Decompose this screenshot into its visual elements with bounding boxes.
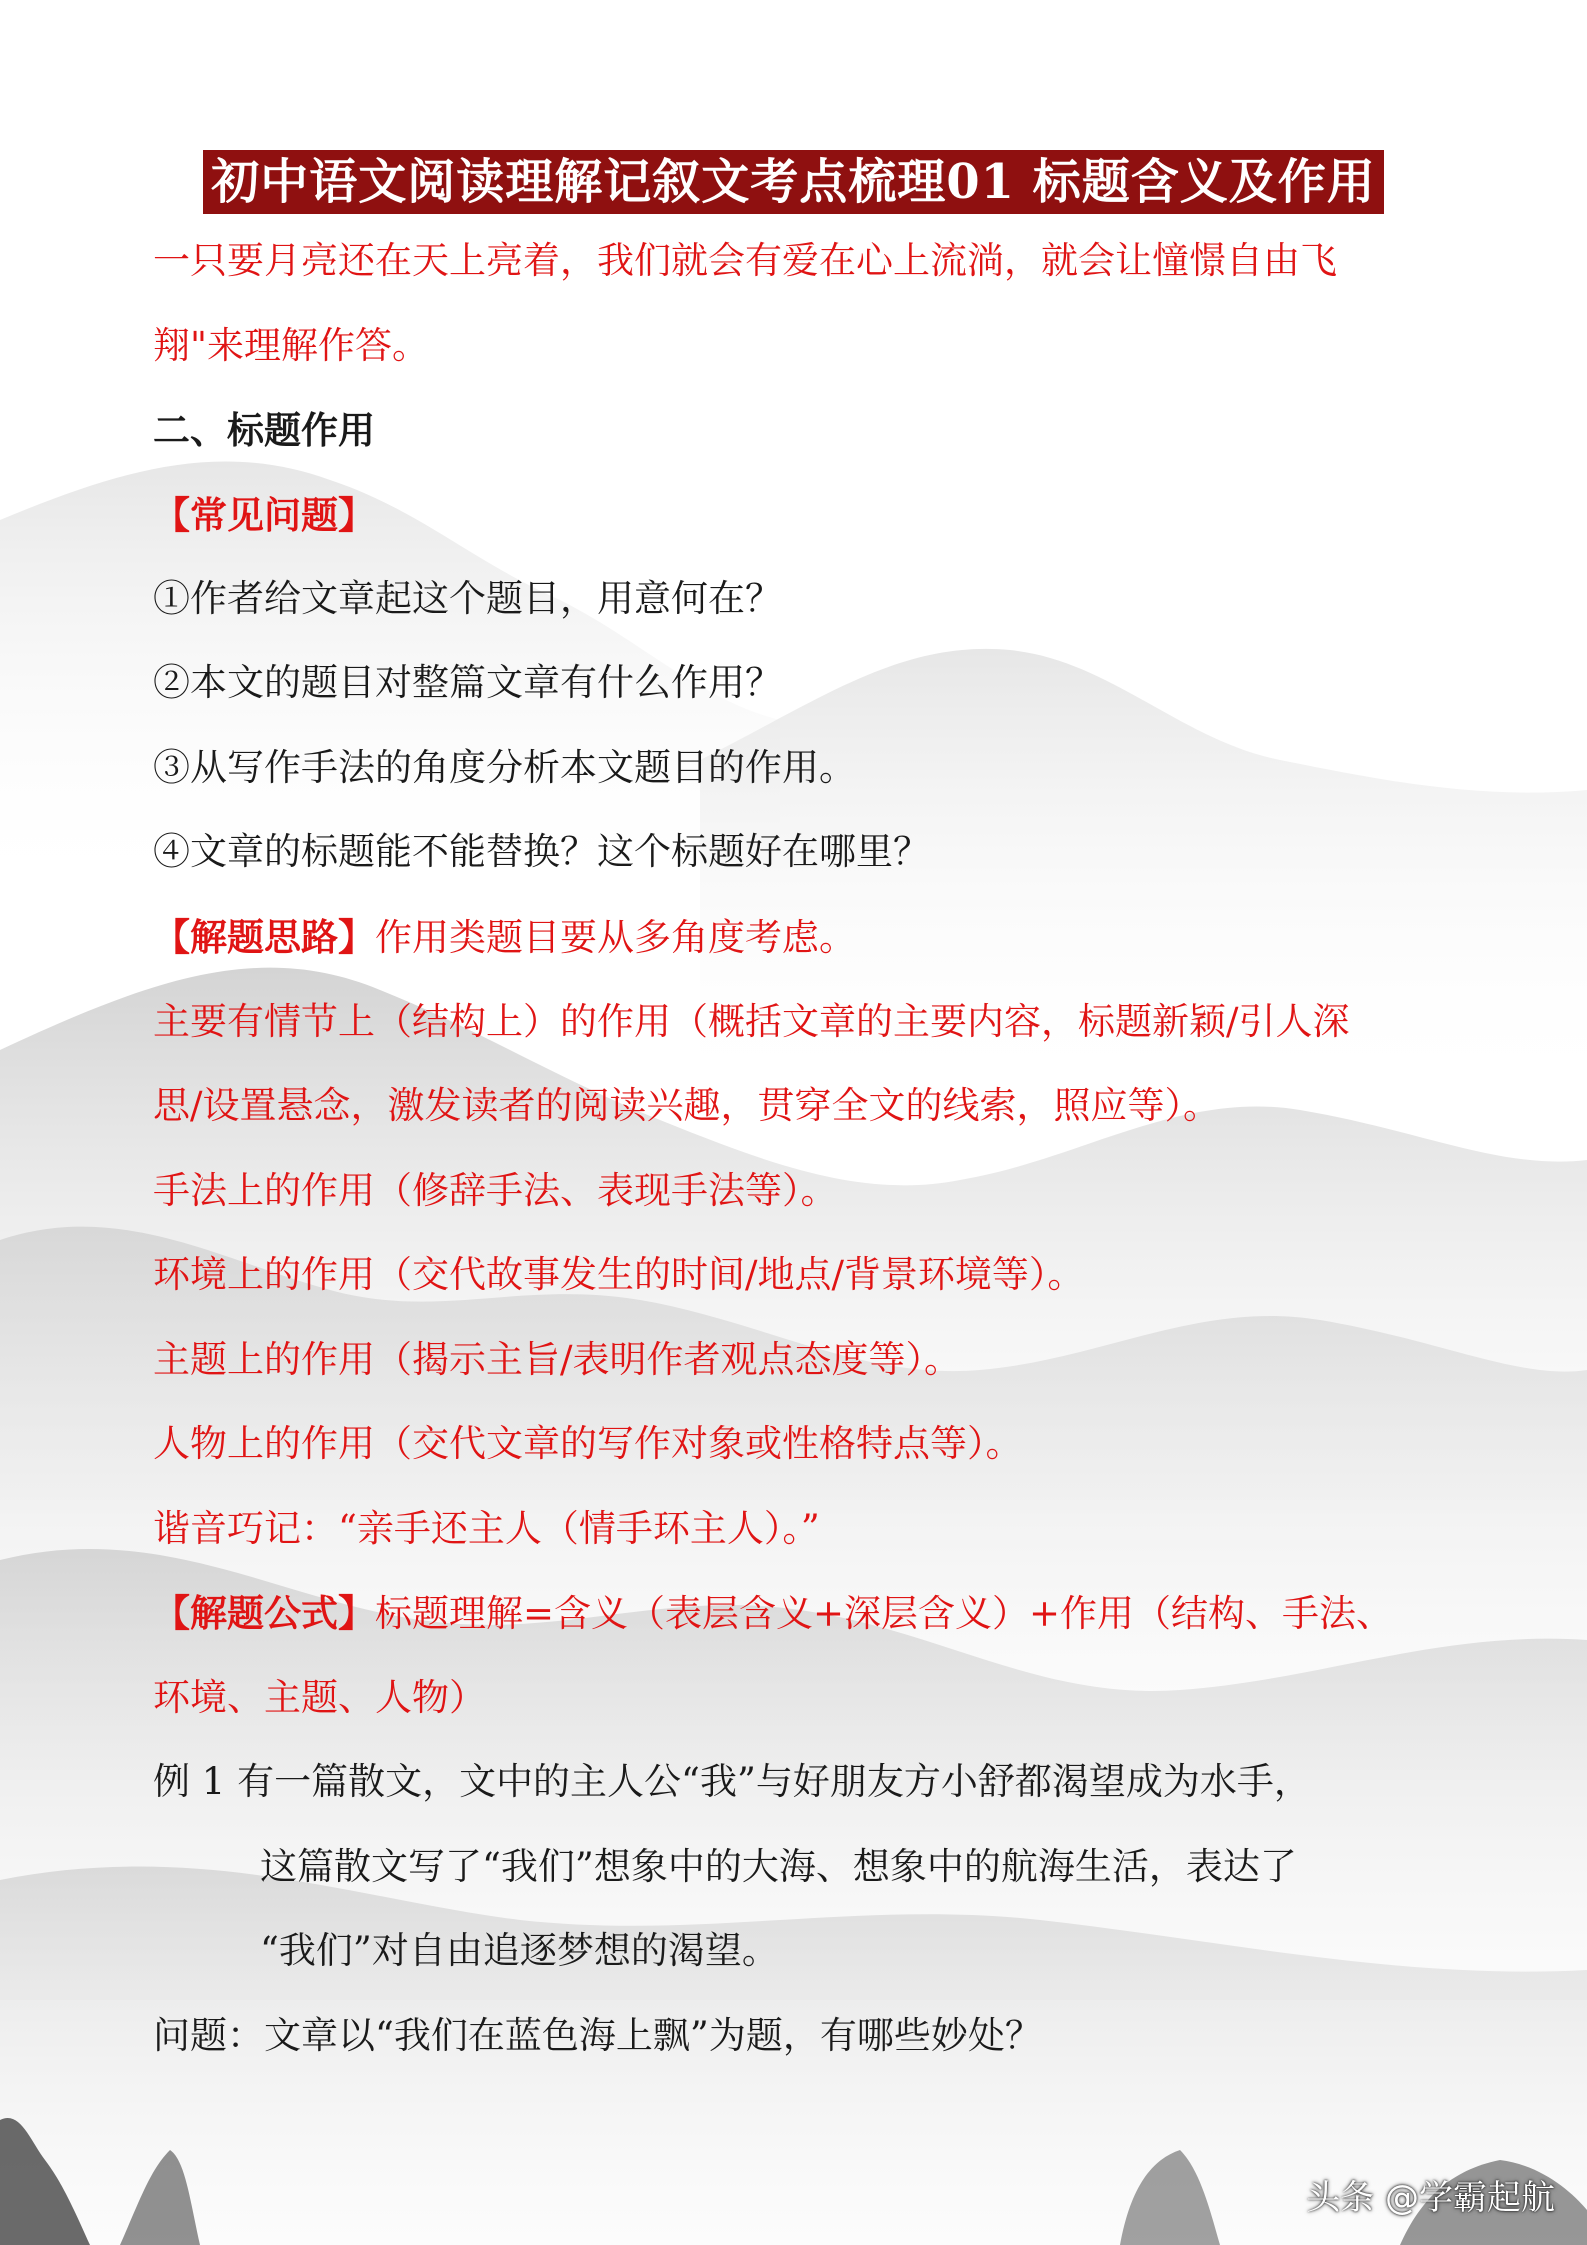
page-title: 初中语文阅读理解记叙文考点梳理01 标题含义及作用 [203,150,1384,214]
paragraph-line: 人物上的作用（交代文章的写作对象或性格特点等）。 [153,1422,1023,1465]
question-item: ①作者给文章起这个题目，用意何在？ [153,577,782,620]
label-formula: 【解题公式】 [153,1591,375,1635]
section-heading: 二、标题作用 [153,408,375,452]
question-item: ③从写作手法的角度分析本文题目的作用。 [153,746,856,789]
question-item: ④文章的标题能不能替换？这个标题好在哪里？ [153,830,930,873]
paragraph-line: 手法上的作用（修辞手法、表现手法等）。 [153,1169,838,1212]
paragraph-line: 主题上的作用（揭示主旨/表明作者观点态度等）。 [153,1338,961,1381]
watermark: 头条 @学霸起航 [1306,2178,1555,2218]
paragraph-line: 环境、主题、人物） [153,1676,486,1719]
label-common-questions: 【常见问题】 [153,493,375,537]
example-line: “我们”对自由追逐梦想的渴望。 [260,1929,779,1972]
paragraph-line: 一只要月亮还在天上亮着，我们就会有爱在心上流淌，就会让憧憬自由飞 [153,239,1337,282]
paragraph-line: 环境上的作用（交代故事发生的时间/地点/背景环境等）。 [153,1253,1085,1296]
solution-approach-line [153,909,856,966]
label-solution-approach: 【解题思路】 [153,915,375,959]
question-item: ②本文的题目对整篇文章有什么作用？ [153,661,782,704]
paragraph-line: 思/设置悬念，激发读者的阅读兴趣，贯穿全文的线索，照应等）。 [153,1084,1220,1127]
mnemonic-line: 谐音巧记：“亲手还主人（情手环主人）。” [153,1507,820,1550]
question-line: 问题：文章以“我们在蓝色海上飘”为题，有哪些妙处？ [153,2014,1042,2057]
formula-line [153,1585,1393,1642]
solution-approach-text: 作用类题目要从多角度考虑。 [375,916,856,959]
formula-text: 标题理解=含义（表层含义+深层含义）+作用（结构、手法、 [375,1592,1394,1635]
example-line: 例 1 有一篇散文，文中的主人公“我”与好朋友方小舒都渴望成为水手， [153,1760,1311,1803]
paragraph-line: 主要有情节上（结构上）的作用（概括文章的主要内容，标题新颖/引人深 [153,1000,1350,1043]
example-line: 这篇散文写了“我们”想象中的大海、想象中的航海生活，表达了 [260,1845,1297,1888]
paragraph-line: 翔"来理解作答。 [153,324,430,367]
title-bar [0,150,1587,214]
